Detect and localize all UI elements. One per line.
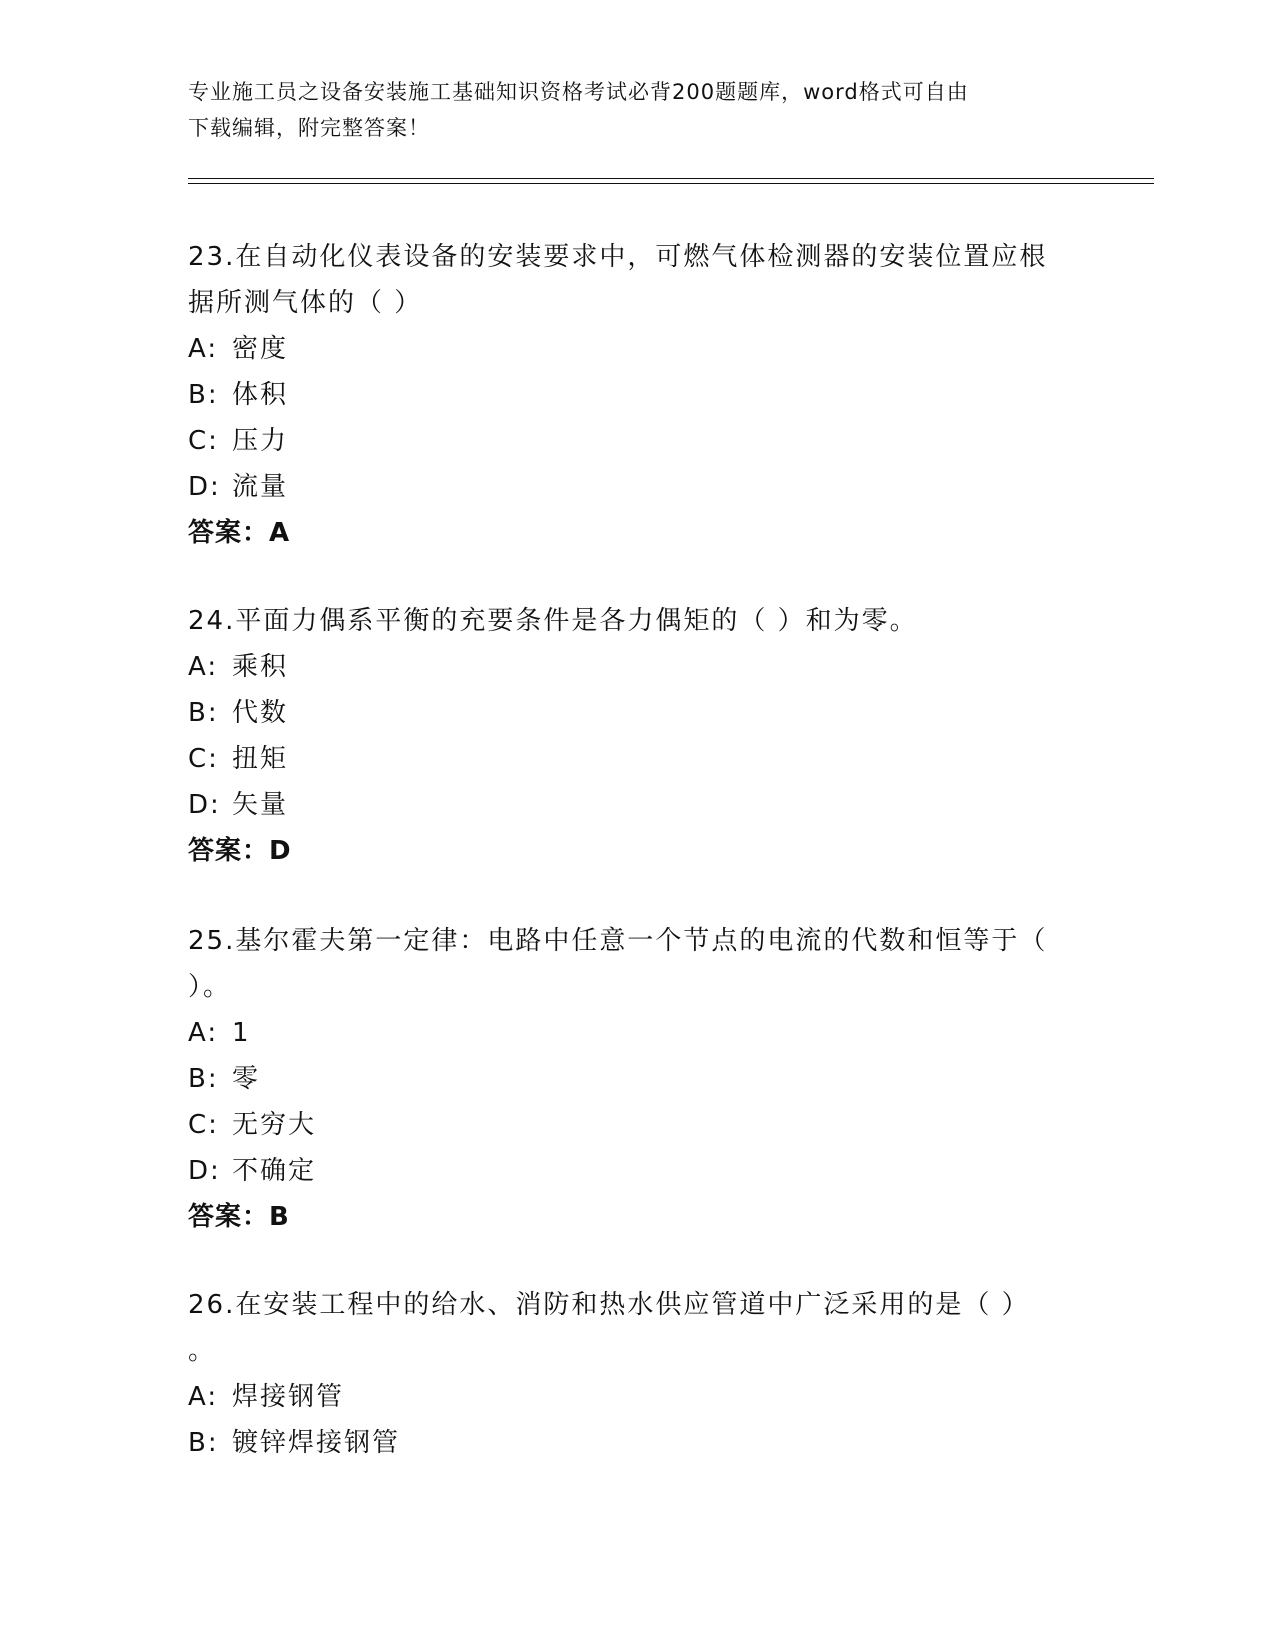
option-text: 零 [232, 1064, 261, 1094]
question-stem [188, 234, 1088, 326]
option-text: 无穷大 [232, 1110, 317, 1140]
option-text: 扭矩 [232, 744, 289, 774]
question-stem-line: ）。 [188, 972, 232, 1002]
option-text: 流量 [232, 472, 289, 502]
question-stem-line: 24.平面力偶系平衡的充要条件是各力偶矩的（ ）和为零。 [188, 606, 918, 636]
option-letter: D: [188, 472, 221, 502]
option-letter: C: [188, 426, 219, 456]
question-stem-line: 26.在安装工程中的给水、消防和热水供应管道中广泛采用的是（ ） [188, 1290, 1030, 1320]
option-letter: B: [188, 698, 219, 728]
option-letter: C: [188, 744, 219, 774]
option-letter: B: [188, 1064, 219, 1094]
option-text: 密度 [232, 334, 289, 364]
option-c [188, 736, 1088, 782]
option-letter: A: [188, 1382, 219, 1412]
option-text: 代数 [232, 698, 289, 728]
option-text: 体积 [232, 380, 289, 410]
option-b [188, 690, 1088, 736]
option-d [188, 1148, 1088, 1194]
option-a [188, 1374, 1088, 1420]
question-23 [188, 234, 1088, 556]
header-divider-bottom [188, 183, 1154, 184]
option-text: 矢量 [232, 790, 289, 820]
option-letter: B: [188, 380, 219, 410]
option-letter: A: [188, 334, 219, 364]
option-text: 乘积 [232, 652, 289, 682]
option-c [188, 418, 1088, 464]
option-letter: C: [188, 1110, 219, 1140]
option-letter: B: [188, 1428, 219, 1458]
question-stem [188, 598, 1088, 644]
question-stem-line: 据所测气体的（ ） [188, 288, 423, 318]
header-line-2: 下载编辑，附完整答案！ [188, 116, 430, 140]
option-d [188, 464, 1088, 510]
question-stem [188, 1282, 1088, 1374]
option-text: 压力 [232, 426, 289, 456]
option-text: 1 [232, 1018, 251, 1048]
answer-line: 答案：A [188, 518, 291, 548]
question-stem-line: 25.基尔霍夫第一定律：电路中任意一个节点的电流的代数和恒等于（ [188, 926, 1048, 956]
option-text: 焊接钢管 [232, 1382, 345, 1412]
option-b [188, 372, 1088, 418]
option-text: 不确定 [232, 1156, 317, 1186]
option-a [188, 644, 1088, 690]
answer-line: 答案：B [188, 1202, 290, 1232]
option-c [188, 1102, 1088, 1148]
option-a [188, 326, 1088, 372]
option-letter: D: [188, 1156, 221, 1186]
option-text: 镀锌焊接钢管 [232, 1428, 401, 1458]
option-d [188, 782, 1088, 828]
document-header [188, 74, 1068, 146]
question-stem-line: 23.在自动化仪表设备的安装要求中，可燃气体检测器的安装位置应根 [188, 242, 1048, 272]
option-a [188, 1010, 1088, 1056]
header-line-1: 专业施工员之设备安装施工基础知识资格考试必背200题题库，word格式可自由 [188, 80, 969, 104]
question-26 [188, 1282, 1088, 1466]
option-b [188, 1056, 1088, 1102]
question-stem [188, 918, 1088, 1010]
question-stem-line: 。 [188, 1336, 217, 1366]
option-letter: A: [188, 652, 219, 682]
option-letter: A: [188, 1018, 219, 1048]
answer-line: 答案：D [188, 836, 292, 866]
option-letter: D: [188, 790, 221, 820]
question-24 [188, 598, 1088, 874]
question-25 [188, 918, 1088, 1240]
header-divider-top [188, 178, 1154, 179]
option-b [188, 1420, 1088, 1466]
